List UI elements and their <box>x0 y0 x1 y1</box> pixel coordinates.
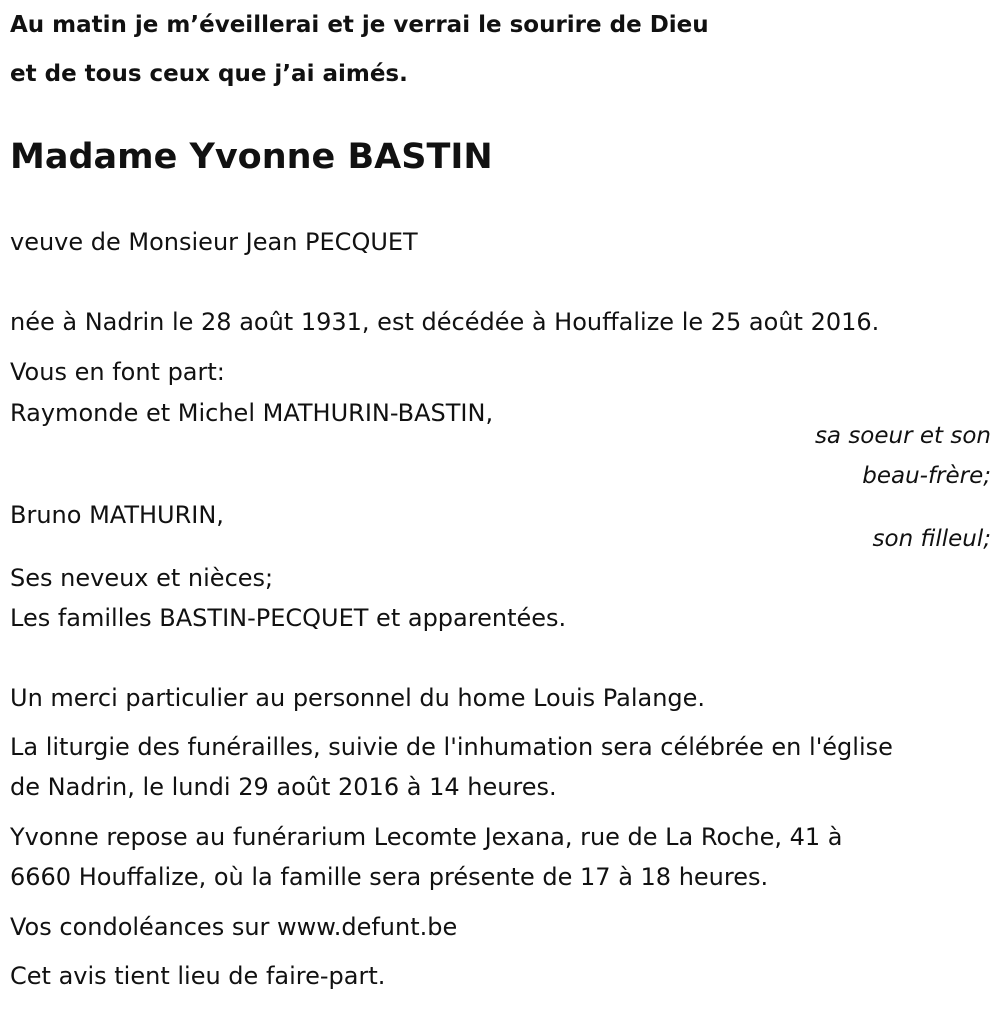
obituary-notice <box>10 0 991 990</box>
funeral-info-line-2: de Nadrin, le lundi 29 août 2016 à 14 heures. <box>10 773 557 801</box>
widow-of: veuve de Monsieur Jean PECQUET <box>10 228 418 256</box>
rest-info-line-1: Yvonne repose au funérarium Lecomte Jexana, rue de La Roche, 41 à <box>10 823 843 851</box>
funeral-info-line-1: La liturgie des funérailles, suivie de l'inhumation sera célébrée en l'église <box>10 733 893 761</box>
birth-death: née à Nadrin le 28 août 1931, est décédée à Houffalize le 25 août 2016. <box>10 308 880 336</box>
family-member-role: beau-frère; <box>862 463 991 489</box>
opening-quote <box>10 0 991 99</box>
nephews-nieces: Ses neveux et nièces; <box>10 564 274 592</box>
families: Les familles BASTIN-PECQUET et apparentées. <box>10 604 567 632</box>
family-member-name: Raymonde et Michel MATHURIN-BASTIN, <box>10 399 494 427</box>
family-member-role: son filleul; <box>872 526 991 552</box>
announcement-intro: Vous en font part: <box>10 358 225 386</box>
condolences: Vos condoléances sur www.defunt.be <box>10 913 458 941</box>
family-member-role: sa soeur et son <box>814 423 991 449</box>
family-member-name: Bruno MATHURIN, <box>10 501 224 529</box>
notice: Cet avis tient lieu de faire-part. <box>10 962 386 990</box>
rest-info-line-2: 6660 Houffalize, où la famille sera présente de 17 à 18 heures. <box>10 863 769 891</box>
deceased-name: Madame Yvonne BASTIN <box>10 137 493 177</box>
quote-line-1: Au matin je m’éveillerai et je verrai le sourire de Dieu <box>10 12 709 38</box>
thanks: Un merci particulier au personnel du home Louis Palange. <box>10 684 706 712</box>
quote-line-2: et de tous ceux que j’ai aimés. <box>10 61 408 87</box>
